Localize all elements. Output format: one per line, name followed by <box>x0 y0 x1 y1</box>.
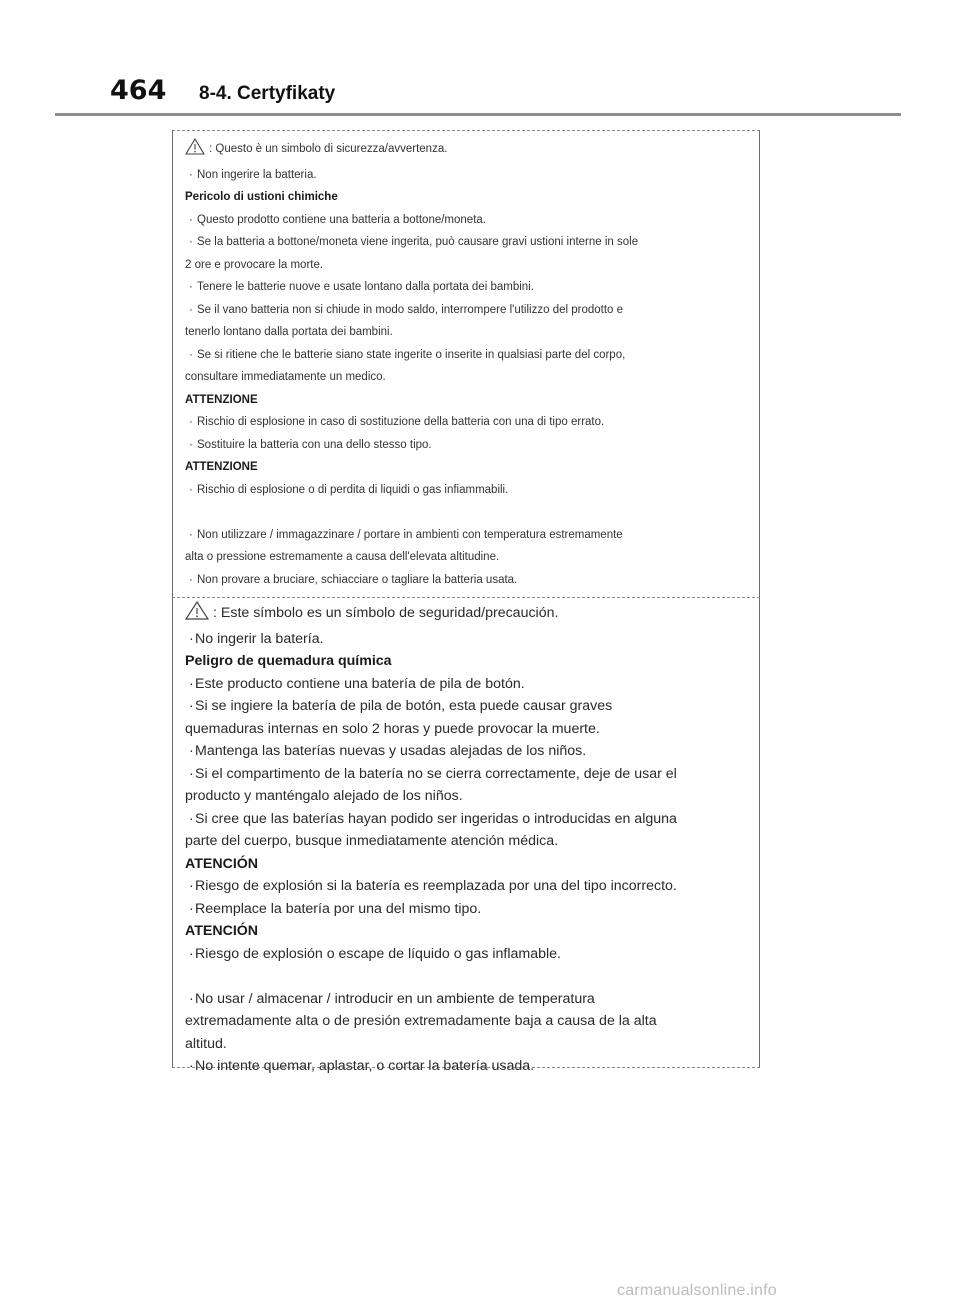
list-item: · Mantenga las baterías nuevas y usadas alejadas de los niños. <box>185 740 745 763</box>
spacer <box>185 501 745 524</box>
section-heading: ATTENZIONE <box>185 393 258 406</box>
section-heading: ATENCIÓN <box>185 855 259 872</box>
list-item: · Rischio di esplosione in caso di sostituzione della batteria con una di tipo errato. <box>185 411 745 434</box>
list-item: · Rischio di esplosione o di perdita di liquidi o gas infiammabili. <box>185 479 745 502</box>
list-item-continuation: quemaduras internas en solo 2 horas y puede provocar la muerte. <box>185 720 600 737</box>
list-item: · Si el compartimento de la batería no se cierra correctamente, deje de usar el <box>185 763 745 786</box>
list-item-continuation: altitud. <box>185 1035 227 1052</box>
list-item: · Sostituire la batteria con una dello stesso tipo. <box>185 434 745 457</box>
italian-warning-section <box>185 138 745 591</box>
list-item-continuation: parte del cuerpo, busque inmediatamente atención médica. <box>185 833 559 849</box>
section-heading: Peligro de quemadura química <box>185 653 392 669</box>
list-item: · Non utilizzare / immagazzinare / portare in ambienti con temperatura estremamente <box>185 524 745 547</box>
list-item-continuation: consultare immediatamente un medico. <box>185 371 386 383</box>
list-item: · No ingerir la batería. <box>185 628 745 651</box>
page-header <box>0 0 960 120</box>
header-rule <box>55 113 901 116</box>
list-item: · Si cree que las baterías hayan podido ser ingeridas o introducidas en alguna <box>185 808 745 831</box>
language-divider <box>172 597 760 598</box>
list-item: · Tenere le batterie nuove e usate lontano dalla portata dei bambini. <box>185 276 745 299</box>
list-item: · Se la batteria a bottone/moneta viene ingerita, può causare gravi ustioni interne in sole <box>185 231 745 254</box>
warning-triangle-icon <box>185 138 205 164</box>
watermark-text: carmanualsonline.info <box>617 1282 777 1299</box>
list-item: · Este producto contiene una batería de pila de botón. <box>185 673 745 696</box>
list-item-continuation: alta o pressione estremamente a causa dell'elevata altitudine. <box>185 551 500 563</box>
warning-triangle-icon <box>185 601 209 628</box>
symbol-note-line <box>185 138 745 164</box>
section-heading: ATENCIÓN <box>185 923 259 939</box>
list-item-continuation: 2 ore e provocare la morte. <box>185 258 324 271</box>
spanish-warning-section <box>185 601 745 1078</box>
list-item-continuation: tenerlo lontano dalla portata dei bambini. <box>185 326 393 338</box>
list-item: · Riesgo de explosión si la batería es reemplazada por una del tipo incorrecto. <box>185 875 745 898</box>
section-heading: Pericolo di ustioni chimiche <box>185 191 338 203</box>
symbol-note-line <box>185 601 745 628</box>
list-item: · Reemplace la batería por una del mismo tipo. <box>185 898 745 921</box>
list-item-continuation: producto y manténgalo alejado de los niños. <box>185 788 463 804</box>
section-title: 8-4. Certyfikaty <box>199 83 336 104</box>
list-item-continuation: extremadamente alta o de presión extremadamente baja a causa de la alta <box>185 1013 657 1029</box>
list-item: · Questo prodotto contiene una batteria a bottone/moneta. <box>185 209 745 232</box>
page-number: 464 <box>110 75 167 106</box>
list-item: · No intente quemar, aplastar, o cortar la batería usada. <box>185 1055 745 1078</box>
list-item: · Non ingerire la batteria. <box>185 164 745 187</box>
list-item: · Riesgo de explosión o escape de líquido o gas inflamable. <box>185 943 745 966</box>
spacer <box>185 965 745 988</box>
list-item: · Non provare a bruciare, schiacciare o tagliare la batteria usata. <box>185 569 745 592</box>
list-item: · Si se ingiere la batería de pila de botón, esta puede causar graves <box>185 695 745 718</box>
list-item: · Se il vano batteria non si chiude in modo saldo, interrompere l'utilizzo del prodotto e <box>185 299 745 322</box>
list-item: · Se si ritiene che le batterie siano state ingerite o inserite in qualsiasi parte del corpo, <box>185 344 745 367</box>
list-item: · No usar / almacenar / introducir en un ambiente de temperatura <box>185 988 745 1011</box>
symbol-note: : Questo è un simbolo di sicurezza/avvertenza. <box>209 143 448 155</box>
section-heading: ATTENZIONE <box>185 461 258 473</box>
symbol-note: : Este símbolo es un símbolo de seguridad/precaución. <box>213 605 559 621</box>
